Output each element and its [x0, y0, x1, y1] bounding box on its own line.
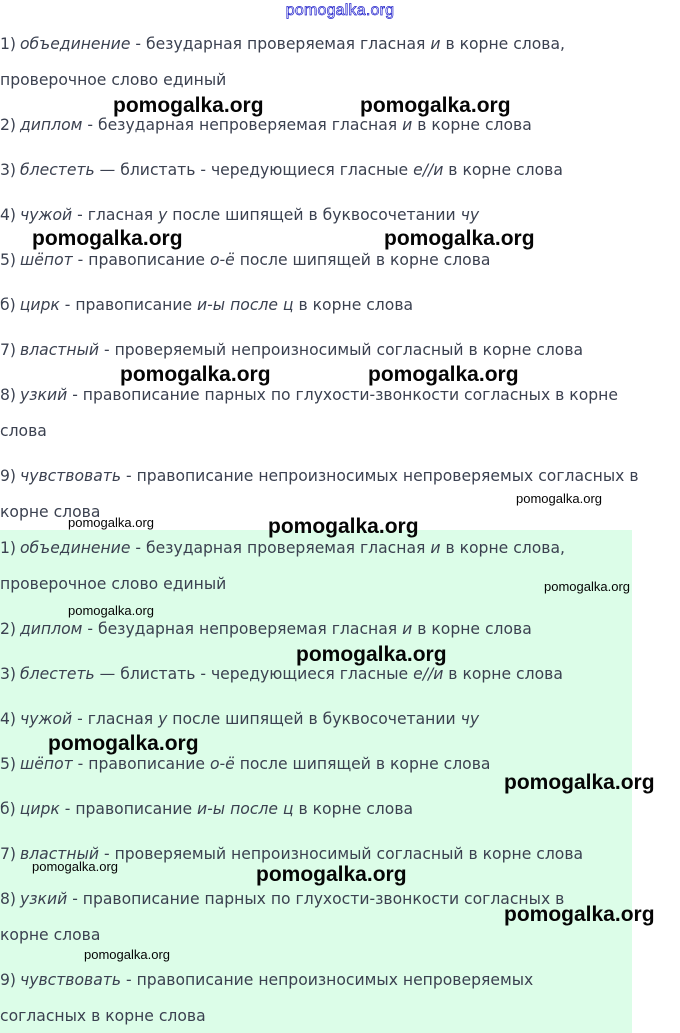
explanation-tail: в корне слова, — [440, 539, 565, 557]
watermark: pomogalka.org — [504, 903, 655, 926]
item-number: 2) — [0, 620, 17, 638]
highlight: у — [158, 710, 168, 728]
watermark: pomogalka.org — [368, 363, 519, 386]
text-line — [0, 619, 532, 639]
explanation: — блистать - чередующиеся гласные — [94, 665, 414, 683]
key-word: цирк — [19, 800, 60, 818]
header-watermark: pomogalka.org — [285, 2, 395, 19]
explanation: согласных в корне слова — [0, 1007, 206, 1025]
item-number: 5) — [0, 755, 17, 773]
key-word: шёпот — [20, 755, 73, 773]
watermark: pomogalka.org — [256, 863, 407, 886]
text-line — [0, 70, 226, 90]
text-line — [0, 538, 565, 558]
watermark: pomogalka.org — [544, 579, 630, 594]
watermark: pomogalka.org — [268, 515, 419, 538]
explanation: - безударная непроверяемая гласная — [82, 620, 403, 638]
key-word: чувствовать — [20, 467, 122, 485]
highlight: и — [430, 35, 441, 53]
highlight: и — [402, 116, 413, 134]
item-number: 1) — [0, 35, 17, 53]
item-number: 4) — [0, 710, 17, 728]
highlight: о-ё — [209, 251, 235, 269]
key-word: блестеть — [20, 161, 95, 179]
watermark: pomogalka.org — [384, 227, 535, 250]
highlight: и — [402, 620, 413, 638]
text-line — [0, 889, 564, 909]
key-word: узкий — [20, 386, 68, 404]
highlight: е//и — [413, 161, 444, 179]
watermark: pomogalka.org — [360, 94, 511, 117]
explanation: - гласная — [72, 206, 159, 224]
text-line — [0, 799, 413, 819]
item-number: 7) — [0, 341, 17, 359]
text-line — [0, 925, 100, 945]
highlight: и-ы после ц — [197, 296, 294, 314]
text-line — [0, 205, 479, 225]
item-number: б) — [0, 800, 16, 818]
explanation: - проверяемый непроизносимый согласный в корне слова — [99, 341, 584, 359]
key-word: властный — [20, 341, 100, 359]
explanation: - безударная проверяемая гласная — [130, 539, 431, 557]
key-word: шёпот — [20, 251, 73, 269]
explanation-tail: в корне слова — [443, 665, 563, 683]
key-word: диплом — [20, 116, 83, 134]
watermark: pomogalka.org — [516, 491, 602, 506]
highlight: о-ё — [209, 755, 235, 773]
watermark: pomogalka.org — [68, 603, 154, 618]
explanation-tail: в корне слова — [443, 161, 563, 179]
explanation: - гласная — [72, 710, 159, 728]
text-line — [0, 574, 226, 594]
key-word: диплом — [20, 620, 83, 638]
item-number: 7) — [0, 845, 17, 863]
explanation: - проверяемый непроизносимый согласный в корне слова — [99, 845, 584, 863]
explanation-tail: в корне слова — [293, 296, 414, 314]
explanation: - правописание парных по глухости-звонкости согласных в — [67, 890, 565, 908]
text-line — [0, 754, 490, 774]
key-word: властный — [20, 845, 100, 863]
item-number: 8) — [0, 386, 17, 404]
explanation: - правописание непроизносимых непроверяемых согласных в — [121, 467, 639, 485]
text-line — [0, 340, 583, 360]
explanation-tail: после шипящей в корне слова — [234, 251, 491, 269]
text-line — [0, 250, 490, 270]
explanation: проверочное слово единый — [0, 575, 227, 593]
highlight: у — [158, 206, 168, 224]
key-word: чужой — [20, 710, 73, 728]
highlight: е//и — [413, 665, 444, 683]
key-word: объединение — [20, 539, 131, 557]
highlight: чу — [460, 206, 480, 224]
text-line — [0, 466, 639, 486]
explanation: - правописание — [72, 251, 210, 269]
explanation-tail: после шипящей в корне слова — [234, 755, 491, 773]
watermark: pomogalka.org — [296, 643, 447, 666]
explanation: — блистать - чередующиеся гласные — [94, 161, 414, 179]
explanation: слова — [0, 422, 47, 440]
watermark: pomogalka.org — [68, 515, 154, 530]
key-word: чувствовать — [20, 971, 122, 989]
highlight: и-ы после ц — [197, 800, 294, 818]
item-number: 5) — [0, 251, 17, 269]
item-number: 4) — [0, 206, 17, 224]
watermark: pomogalka.org — [32, 227, 183, 250]
key-word: объединение — [20, 35, 131, 53]
explanation: проверочное слово единый — [0, 71, 227, 89]
item-number: 9) — [0, 971, 17, 989]
watermark: pomogalka.org — [32, 859, 118, 874]
text-line — [0, 1006, 206, 1026]
explanation: - правописание — [59, 800, 198, 818]
item-number: 3) — [0, 161, 17, 179]
text-line — [0, 664, 563, 684]
explanation-tail: после шипящей в буквосочетании — [167, 710, 461, 728]
item-number: 8) — [0, 890, 17, 908]
explanation: корне слова — [0, 503, 101, 521]
explanation: - правописание — [72, 755, 210, 773]
watermark: pomogalka.org — [113, 94, 264, 117]
highlight: чу — [460, 710, 480, 728]
text-line — [0, 421, 47, 441]
item-number: 9) — [0, 467, 17, 485]
explanation: корне слова — [0, 926, 101, 944]
text-line — [0, 295, 413, 315]
explanation-tail: после шипящей в буквосочетании — [167, 206, 461, 224]
explanation-tail: в корне слова, — [440, 35, 565, 53]
text-line — [0, 970, 533, 990]
item-number: 2) — [0, 116, 17, 134]
item-number: б) — [0, 296, 16, 314]
highlight: и — [430, 539, 441, 557]
explanation: - правописание — [59, 296, 198, 314]
key-word: чужой — [20, 206, 73, 224]
explanation-tail: в корне слова — [293, 800, 414, 818]
watermark: pomogalka.org — [120, 363, 271, 386]
explanation-tail: в корне слова — [412, 116, 532, 134]
text-line — [0, 709, 479, 729]
text-line — [0, 385, 618, 405]
text-line — [0, 115, 532, 135]
explanation: - безударная проверяемая гласная — [130, 35, 431, 53]
explanation-tail: в корне слова — [412, 620, 532, 638]
key-word: узкий — [20, 890, 68, 908]
item-number: 1) — [0, 539, 17, 557]
text-line — [0, 160, 563, 180]
explanation: - безударная непроверяемая гласная — [82, 116, 403, 134]
watermark: pomogalka.org — [504, 771, 655, 794]
key-word: блестеть — [20, 665, 95, 683]
explanation: - правописание непроизносимых непроверяемых — [121, 971, 534, 989]
item-number: 3) — [0, 665, 17, 683]
watermark: pomogalka.org — [48, 732, 199, 755]
text-line — [0, 34, 565, 54]
key-word: цирк — [19, 296, 60, 314]
watermark: pomogalka.org — [84, 947, 170, 962]
explanation: - правописание парных по глухости-звонкости согласных в корне — [67, 386, 618, 404]
